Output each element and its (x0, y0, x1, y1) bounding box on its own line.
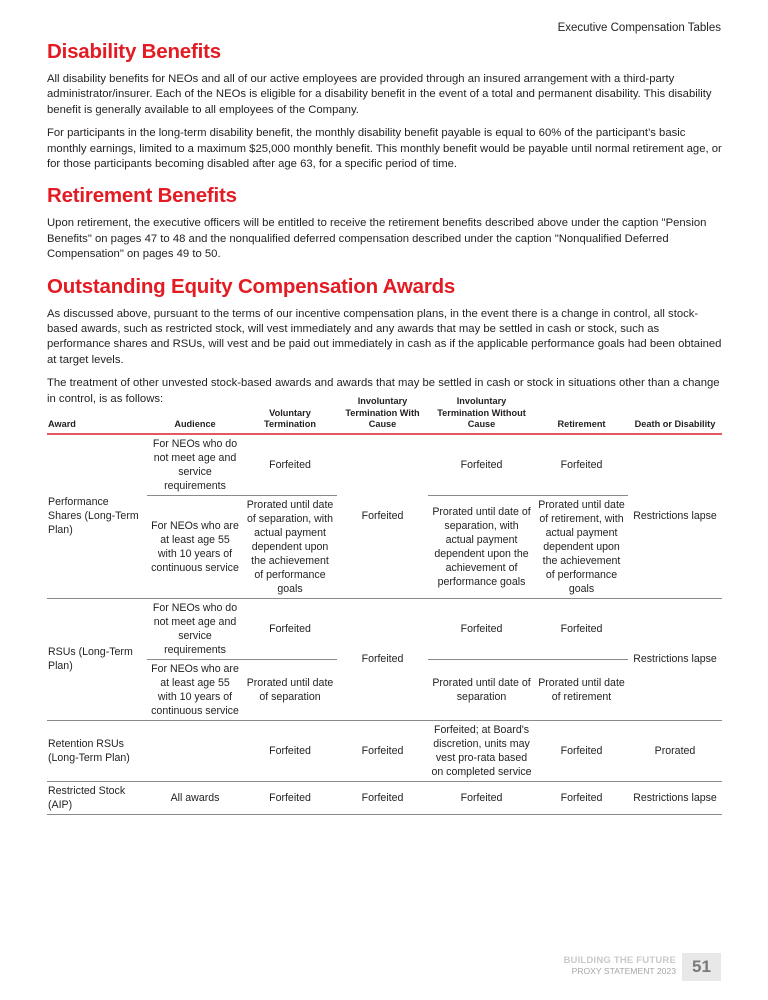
voluntary-cell: Forfeited (243, 434, 337, 496)
page-footer (563, 953, 721, 981)
inv-without-cause-cell: Forfeited (428, 781, 535, 814)
table-header-row (47, 396, 722, 434)
table-row (47, 434, 722, 496)
footer-text (563, 953, 682, 981)
audience-cell: For NEOs who are at least age 55 with 10 years of continuous service (147, 495, 243, 598)
inv-without-cause-cell: Forfeited; at Board's discretion, units may vest pro-rata based on completed service (428, 720, 535, 781)
award-name: Restricted Stock (AIP) (47, 781, 147, 814)
col-header-audience: Audience (147, 396, 243, 434)
inv-without-cause-cell: Forfeited (428, 434, 535, 496)
retirement-cell: Prorated until date of retirement, with actual payment dependent upon the achievement of performance goals (535, 495, 628, 598)
table-row (47, 781, 722, 814)
paragraph: As discussed above, pursuant to the terms of our incentive compensation plans, in the event there is a change in control, all stock-based awards, such as restricted stock, will vest immediately and any awards that may be settled in cash or stock, such as performance shares and RSUs, will vest and be paid out immediately in cash as if the applicable performance goals had been obtained at target levels. (47, 307, 722, 366)
audience-cell: For NEOs who do not meet age and service requirements (147, 434, 243, 496)
retirement-cell: Forfeited (535, 781, 628, 814)
audience-cell (147, 720, 243, 781)
death-disability-cell: Prorated (628, 720, 722, 781)
paragraph: The treatment of other unvested stock-based awards and awards that may be settled in cash or stock in situations other than a change in control, is as follows: (47, 377, 720, 405)
audience-cell: All awards (147, 781, 243, 814)
col-header-involuntary-without-cause: Involuntary Termination Without Cause (428, 396, 535, 434)
award-name: Retention RSUs (Long-Term Plan) (47, 720, 147, 781)
inv-with-cause-cell: Forfeited (337, 720, 428, 781)
col-header-death-or-disability: Death or Disability (628, 396, 722, 434)
retirement-cell: Forfeited (535, 598, 628, 659)
col-header-retirement: Retirement (535, 396, 628, 434)
section-title: Retirement Benefits (47, 184, 237, 208)
inv-without-cause-cell: Prorated until date of separation (428, 659, 535, 720)
inv-with-cause-cell: Forfeited (337, 598, 428, 720)
voluntary-cell: Forfeited (243, 598, 337, 659)
footer-document-title: PROXY STATEMENT 2023 (571, 966, 676, 976)
voluntary-cell: Forfeited (243, 781, 337, 814)
award-name: Performance Shares (Long-Term Plan) (47, 434, 147, 599)
col-header-voluntary-termination: Voluntary Termination (243, 396, 337, 434)
page-number: 51 (682, 953, 721, 981)
section-disability-benefits (47, 38, 722, 172)
award-name: RSUs (Long-Term Plan) (47, 598, 147, 720)
audience-cell: For NEOs who are at least age 55 with 10 years of continuous service (147, 659, 243, 720)
table-row (47, 598, 722, 659)
inv-without-cause-cell: Forfeited (428, 598, 535, 659)
death-disability-cell: Restrictions lapse (628, 781, 722, 814)
death-disability-cell: Restrictions lapse (628, 598, 722, 720)
footer-brand: BUILDING THE FUTURE (563, 955, 676, 966)
table-row (47, 720, 722, 781)
section-outstanding-equity (47, 273, 722, 407)
inv-with-cause-cell: Forfeited (337, 781, 428, 814)
paragraph: Upon retirement, the executive officers will be entitled to receive the retirement benefits described above under the caption "Pension Benefits" on pages 47 to 48 and the nonqualified deferred compensation described under the caption "Nonqualified Deferred Compensation" on pages 49 to 50. (47, 217, 707, 261)
running-head: Executive Compensation Tables (557, 22, 721, 34)
death-disability-cell: Restrictions lapse (628, 434, 722, 599)
col-header-award: Award (47, 396, 147, 434)
section-retirement-benefits (47, 182, 722, 262)
award-treatment-table (47, 396, 722, 815)
inv-with-cause-cell: Forfeited (337, 434, 428, 599)
section-title: Outstanding Equity Compensation Awards (47, 274, 456, 298)
col-header-involuntary-with-cause: Involuntary Termination With Cause (337, 396, 428, 434)
retirement-cell: Forfeited (535, 434, 628, 496)
inv-without-cause-cell: Prorated until date of separation, with actual payment dependent upon the achievement of performance goals (428, 495, 535, 598)
paragraph: All disability benefits for NEOs and all of our active employees are provided through an insured arrangement with a third-party administrator/insurer. Each of the NEOs is eligible for a disability benefit in the event of a total and permanent disability. This disability benefit is generally available to all employees of the Company. (47, 73, 712, 116)
voluntary-cell: Prorated until date of separation, with actual payment dependent upon the achievement of performance goals (243, 495, 337, 598)
section-title: Disability Benefits (47, 40, 221, 63)
page-content (47, 38, 722, 407)
voluntary-cell: Forfeited (243, 720, 337, 781)
voluntary-cell: Prorated until date of separation (243, 659, 337, 720)
retirement-cell: Prorated until date of retirement (535, 659, 628, 720)
paragraph: For participants in the long-term disability benefit, the monthly disability benefit payable is equal to 60% of the participant’s basic monthly earnings, limited to a maximum $25,000 monthly benefit. This monthly benefit would be payable until normal retirement age, or for those participants becoming disabled after age 63, for a specific period of time. (47, 127, 722, 171)
retirement-cell: Forfeited (535, 720, 628, 781)
audience-cell: For NEOs who do not meet age and service requirements (147, 598, 243, 659)
